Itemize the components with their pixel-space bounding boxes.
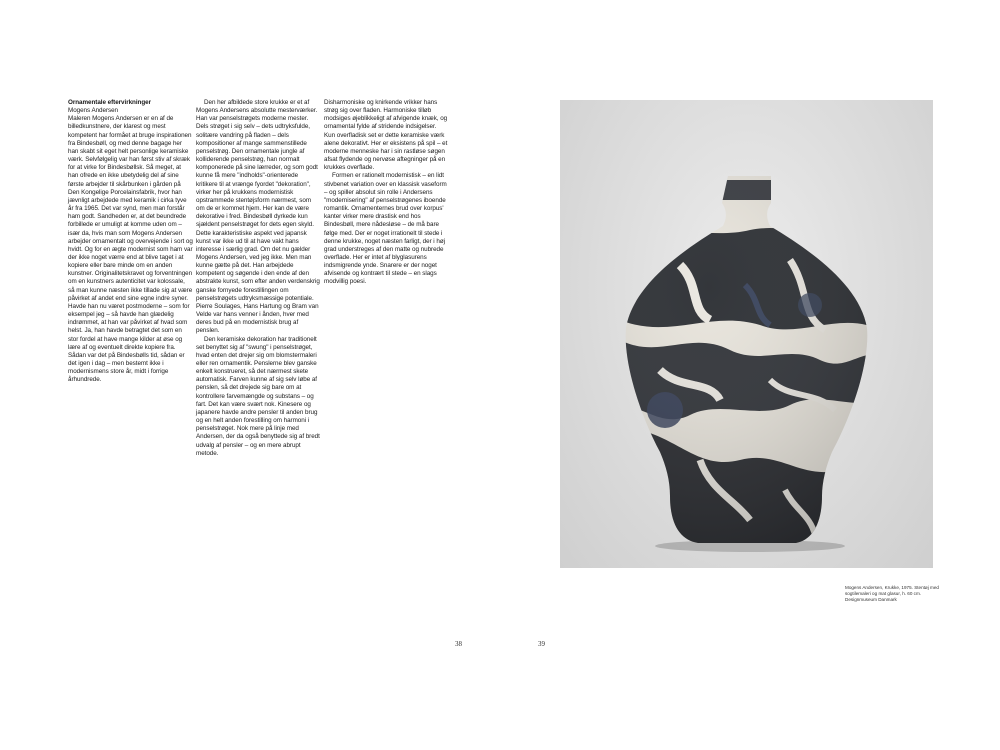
- text-column-3: [324, 99, 449, 287]
- paragraph: Disharmoniske og knirkende vrikker hans strøg sig over fladen. Harmoniske tilløb modsiges øjeblikkeligt af afvigende knæk, og ornamental fylde af stridende indsigelser. Kun overfladisk set er dette keramiske værk alene dekorativt. Her er eksistens på spil – et moderne menneske har i sin rastløse søgen afsat flydende og nervøse aftegninger på en krukkes overflade.: [324, 99, 448, 172]
- article-author: Mogens Andersen: [68, 107, 119, 115]
- photo-caption: Mogens Andersen, Krukke, 1975. Stentøj med sogtilemaleri og mat glasur, h. 60 cm. Designmuseum Danmark: [845, 585, 939, 602]
- stoneware-vase-icon: [560, 100, 933, 568]
- paragraph: Maleren Mogens Andersen er en af de billedkunstnere, der klarest og mest kompetent har formået at bruge inspirationen fra Bindesbøll, og med denne bagage her han skabt sit eget helt personlige keramiske værk. Selvfølgelig var han først stiv af skræk for at virke for Bindesbøllsk. Så meget, at han ofrede en ikke ubetydelig del af sine første arbejder til skårbunken i gården på Den Kongelige Porcelainsfabrik, hvor han jævnligt arbejdede med keramik i cirka tyve år fra 1965. Det var synd, men man forstår ham godt. Sandheden er, at det beundrede forbillede er umuligt at komme uden om – især da, hvis man som Mogens Andersen arbejder ornamentalt og overvejende i sort og hvidt. Og for en ægte modernist som ham var der ikke noget værre end at blive taget i at kopiere eller bare minde om en anden kunstner. Originalitetskravet og forventningen om en kunstners autenticitet var kolossale, så man kunne næsten ikke tillade sig at være påvirket af andet end sine egne indre syner. Havde han nu været postmoderne – som for eksempel jeg – så havde han glædelig indrømmet, at han var påvirket af hvad som helst. Ja, han havde betragtet det som en stor fordel at have mange kilder at øse og lære af og eventuelt direkte kopiere fra. Sådan var det på Bindesbølls tid, sådan er det igen i dag – men bestemt ikke i modernismens store år, midt i forrige århundrede.: [68, 115, 193, 384]
- page-number-right: 39: [538, 640, 545, 648]
- text-column-1: [68, 99, 193, 384]
- page-number-left: 38: [455, 640, 462, 648]
- paragraph: Formen er rationelt modernistisk – en lidt stivbenet variation over en klassisk vaseform – og spiller absolut sin rolle i Andersens "modernisering" af penselstrøgenes iboende romantik. Ornamenternes brud over korpus' kanter virker mere drastisk end hos Bindesbøll, mere nådesløse – de må bare følge med. Der er noget irrationelt til stede i denne krukke, noget næsten farligt, der i høj grad understreges af den matte og nubrede overflade. Her er intet af blyglasurens indsmigrende ynde. Snarere er der noget afvisende og kontrært til stede – en slags modvillig poesi.: [324, 172, 447, 286]
- text-column-2: [196, 99, 321, 458]
- article-heading: Ornamentale eftervirkninger: [68, 99, 151, 106]
- paragraph: Den keramiske dekoration har traditionelt set benyttet sig af "swung" i penselstrøget, hvad enten det drejer sig om blomstermaleri eller ren ornamentik. Penslerne blev ganske enkelt konstrueret, så det nærmest skete automatisk. Farven kunne af sig selv løbe af penslen, så det drejede sig bare om at kontrollere farvemængde og substans – og fart. Det kan være svært nok. Kinesere og japanere havde andre pensler til anden brug og en helt anden forestilling om harmoni i penselstrøget. Nok mere på linje med Andersen, der da også benyttede sig af bredt udvalg af pensler – og en mere abrupt metode.: [196, 335, 320, 457]
- vase-photograph: [560, 100, 933, 568]
- paragraph: Den her afbildede store krukke er et af Mogens Andersens absolutte mesterværker. Han var penselstrøgets moderne mester. Dels strøget i sig selv – dets udtryksfulde, solitære vandring på fladen – dels kompositioner af mange sammenstillede penselstrøg. Den ornamentale jungle af kolliderende penselstrøg, han normalt komponerede på sine lærreder, og som godt kunne få mere "indholds"-orienterede kritikere til at vrænge fyordet "dekoration", virker her på krukkens modernistisk opstrammede stentøjsform nærmest, som om de er kommet hjem. Her kan de være dekorative i fred. Bindesbøll dyrkede kun sjældent penselstrøget for dets egen skyld. Dette karakteristiske aspekt ved japansk kunst var ikke ud til at have vakt hans interesse i særlig grad. Om det nu gælder Mogens Andersen, ved jeg ikke. Men man kunne gætte på det. Han arbejdede kompetent og søgende i den ende af den abstrakte kunst, som efter anden verdenskrig ganske fornyede forestillingen om penselstrøgets udtryksmæssige potentiale. Pierre Soulages, Hans Hartung og Bram van Velde var hans venner i ånden, hver med deres bud på en modernistisk brug af penslen.: [196, 99, 320, 335]
